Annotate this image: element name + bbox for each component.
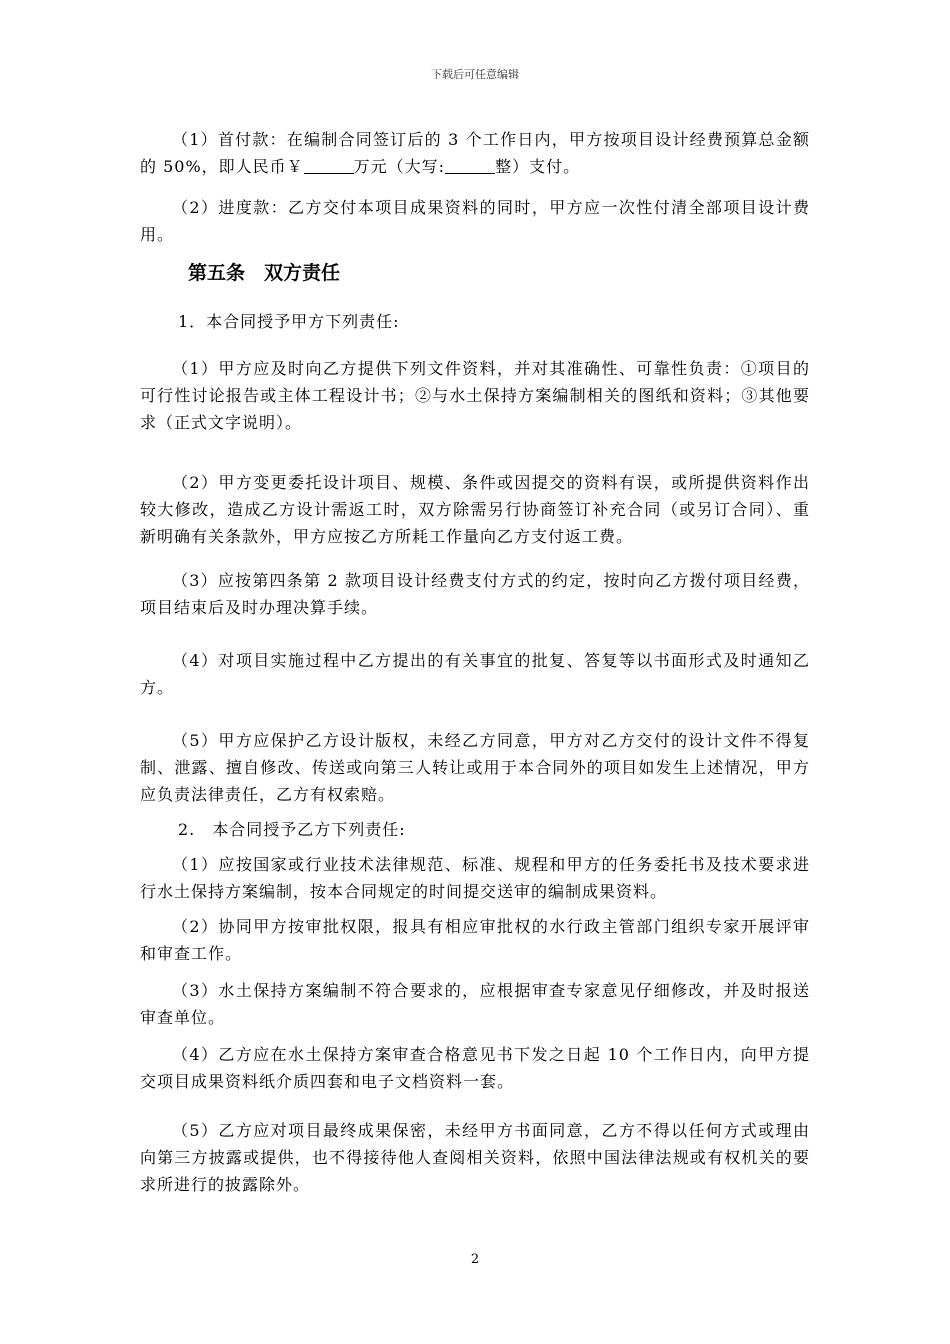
party-b-item-1: （1）应按国家或行业技术法律规范、标准、规程和甲方的任务委托书及技术要求进行水土保持方案编制，按本合同规定的时间提交送审的编制成果资料。 bbox=[140, 855, 810, 901]
party-a-item-1: （1）甲方应及时向乙方提供下列文件资料，并对其准确性、可靠性负责：①项目的可行性讨论报告或主体工程设计书；②与水土保持方案编制相关的图纸和资料；③其他要求（正式文字说明）。 bbox=[140, 359, 810, 432]
party-b-item-5: （5）乙方应对项目最终成果保密，未经甲方书面同意，乙方不得以任何方式或理由向第三方披露或提供，也不得接待他人查阅相关资料，依照中国法律法规或有权机关的要求所进行的披露除外。 bbox=[140, 1121, 810, 1194]
first-payment-text-b: 万元（大写: bbox=[353, 157, 446, 176]
party-a-item-5: （5）甲方应保护乙方设计版权，未经乙方同意，甲方对乙方交付的设计文件不得复制、泄露、擅自修改、传送或向第三人转让或用于本合同外的项目如发生上述情况，甲方应负责法律责任，乙方有权索赔。 bbox=[140, 731, 810, 804]
amount-words-blank bbox=[445, 159, 495, 174]
section-title: 第五条 双方责任 bbox=[188, 262, 341, 284]
first-payment-text-a: （1）首付款：在编制合同签订后的 3 个工作日内，甲方按项目设计经费预算总金额的 50%，即人民币￥ bbox=[140, 130, 810, 176]
page-number: 2 bbox=[470, 1252, 480, 1267]
page-header: 下载后可任意编辑 bbox=[431, 68, 519, 81]
party-a-item-4: （4）对项目实施过程中乙方提出的有关事宜的批复、答复等以书面形式及时通知乙方。 bbox=[140, 651, 810, 697]
document-body bbox=[140, 126, 810, 1198]
first-payment-text-c: 整）支付。 bbox=[495, 157, 581, 176]
party-b-item-4: （4）乙方应在水土保持方案审查合格意见书下发之日起 10 个工作日内，向甲方提交项目成果资料纸介质四套和电子文档资料一套。 bbox=[140, 1045, 810, 1091]
party-a-heading: 1．本合同授予甲方下列责任: bbox=[178, 312, 400, 331]
amount-blank bbox=[304, 159, 354, 174]
party-a-item-2: （2）甲方变更委托设计项目、规模、条件或因提交的资料有误，或所提供资料作出较大修改，造成乙方设计需返工时，双方除需另行协商签订补充合同（或另订合同）、重新明确有关条款外，甲方应按乙方所耗工作量向乙方支付返工费。 bbox=[140, 473, 810, 546]
paragraph-progress-payment: （2）进度款：乙方交付本项目成果资料的同时，甲方应一次性付清全部项目设计费用。 bbox=[140, 198, 810, 244]
party-a-item-3: （3）应按第四条第 2 款项目设计经费支付方式的约定，按时向乙方拨付项目经费，项目结束后及时办理决算手续。 bbox=[140, 571, 810, 617]
party-b-item-2: （2）协同甲方按审批权限，报具有相应审批权的水行政主管部门组织专家开展评审和审查工作。 bbox=[140, 917, 810, 963]
paragraph-first-payment bbox=[140, 126, 810, 180]
party-b-heading: 2. 本合同授予乙方下列责任: bbox=[178, 820, 406, 839]
party-b-item-3: （3）水土保持方案编制不符合要求的，应根据审查专家意见仔细修改，并及时报送审查单位。 bbox=[140, 981, 810, 1027]
